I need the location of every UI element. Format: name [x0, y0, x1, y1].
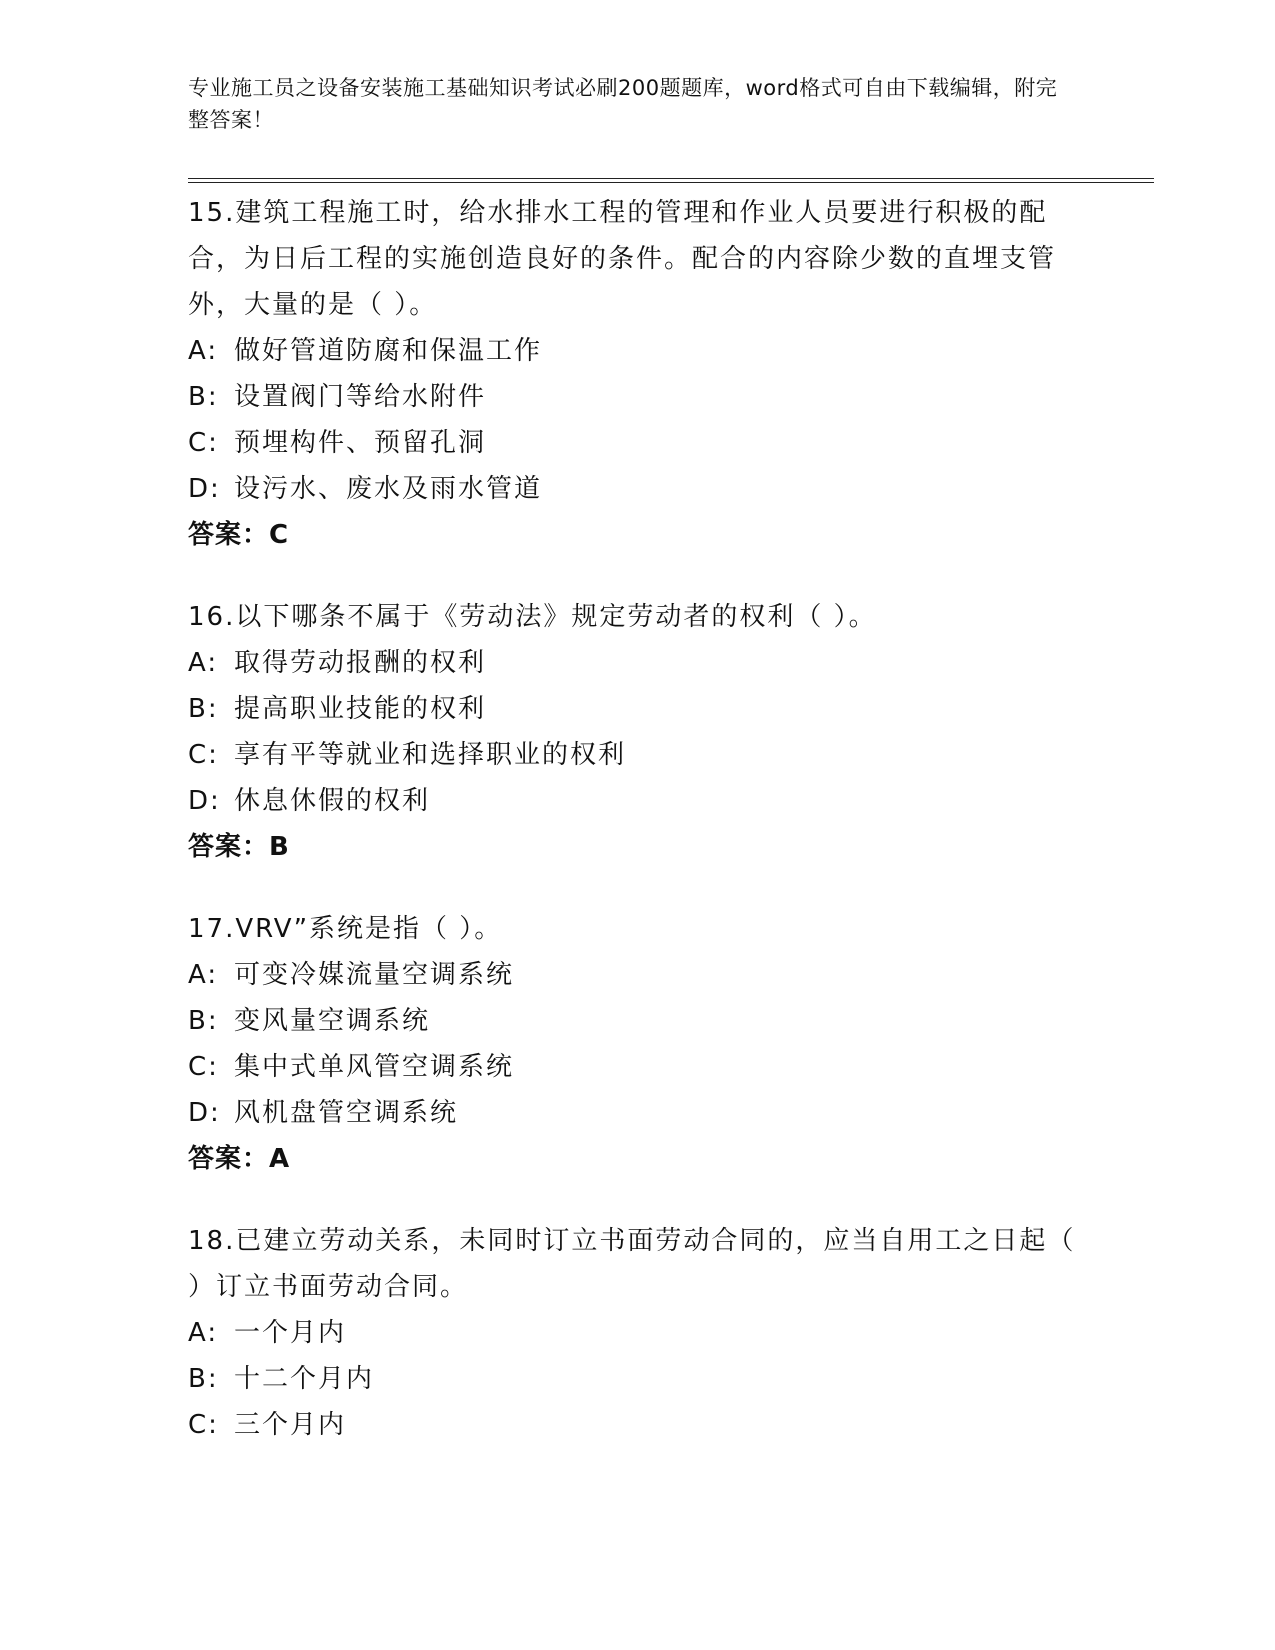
answer-line: 答案：B [188, 832, 290, 862]
header-divider [188, 178, 1154, 179]
question-stem: 18.已建立劳动关系，未同时订立书面劳动合同的，应当自用工之日起（ ）订立书面劳动合同。 [188, 1226, 1076, 1302]
option-letter: D: [188, 1098, 221, 1128]
option-a [188, 640, 1088, 686]
question-stem: 17.VRV”系统是指（ ）。 [188, 914, 503, 944]
option-letter: A: [188, 648, 219, 678]
option-text: 风机盘管空调系统 [234, 1098, 459, 1128]
option-d [188, 778, 1088, 824]
option-b [188, 1356, 1088, 1402]
option-text: 做好管道防腐和保温工作 [234, 336, 543, 366]
option-text: 设污水、废水及雨水管道 [234, 474, 543, 504]
header-divider-secondary [188, 182, 1154, 183]
option-letter: A: [188, 1318, 219, 1348]
option-letter: A: [188, 960, 219, 990]
option-letter: C: [188, 740, 219, 770]
option-letter: A: [188, 336, 219, 366]
question-stem: 16.以下哪条不属于《劳动法》规定劳动者的权利（ ）。 [188, 602, 877, 632]
option-letter: D: [188, 786, 221, 816]
option-text: 一个月内 [234, 1318, 347, 1348]
option-d [188, 466, 1088, 512]
option-c [188, 732, 1088, 778]
option-text: 享有平等就业和选择职业的权利 [234, 740, 627, 770]
option-text: 设置阀门等给水附件 [234, 382, 487, 412]
option-letter: B: [188, 1006, 219, 1036]
option-a [188, 952, 1088, 998]
option-letter: D: [188, 474, 221, 504]
option-a [188, 328, 1088, 374]
option-text: 取得劳动报酬的权利 [234, 648, 487, 678]
option-letter: C: [188, 1052, 219, 1082]
answer-line: 答案：A [188, 1144, 291, 1174]
option-b [188, 686, 1088, 732]
option-c [188, 420, 1088, 466]
question-stem: 15.建筑工程施工时，给水排水工程的管理和作业人员要进行积极的配合，为日后工程的实施创造良好的条件。配合的内容除少数的直埋支管外，大量的是（ ）。 [188, 198, 1057, 320]
question-list [188, 190, 1088, 1484]
option-text: 预埋构件、预留孔洞 [234, 428, 487, 458]
question-17 [188, 906, 1088, 1182]
option-text: 变风量空调系统 [234, 1006, 431, 1036]
question-15 [188, 190, 1088, 558]
option-letter: B: [188, 1364, 219, 1394]
answer-line: 答案：C [188, 520, 290, 550]
option-text: 休息休假的权利 [234, 786, 431, 816]
option-c [188, 1044, 1088, 1090]
header-title: 专业施工员之设备安装施工基础知识考试必刷200题题库，word格式可自由下载编辑，附完整答案！ [188, 76, 1058, 132]
option-text: 三个月内 [234, 1410, 347, 1440]
option-text: 集中式单风管空调系统 [234, 1052, 515, 1082]
option-a [188, 1310, 1088, 1356]
question-18 [188, 1218, 1088, 1448]
option-text: 提高职业技能的权利 [234, 694, 487, 724]
option-c [188, 1402, 1088, 1448]
option-letter: C: [188, 1410, 219, 1440]
option-letter: C: [188, 428, 219, 458]
option-b [188, 998, 1088, 1044]
question-16 [188, 594, 1088, 870]
option-d [188, 1090, 1088, 1136]
option-b [188, 374, 1088, 420]
option-text: 十二个月内 [234, 1364, 375, 1394]
option-letter: B: [188, 382, 219, 412]
option-text: 可变冷媒流量空调系统 [234, 960, 515, 990]
document-header [188, 72, 1068, 136]
option-letter: B: [188, 694, 219, 724]
